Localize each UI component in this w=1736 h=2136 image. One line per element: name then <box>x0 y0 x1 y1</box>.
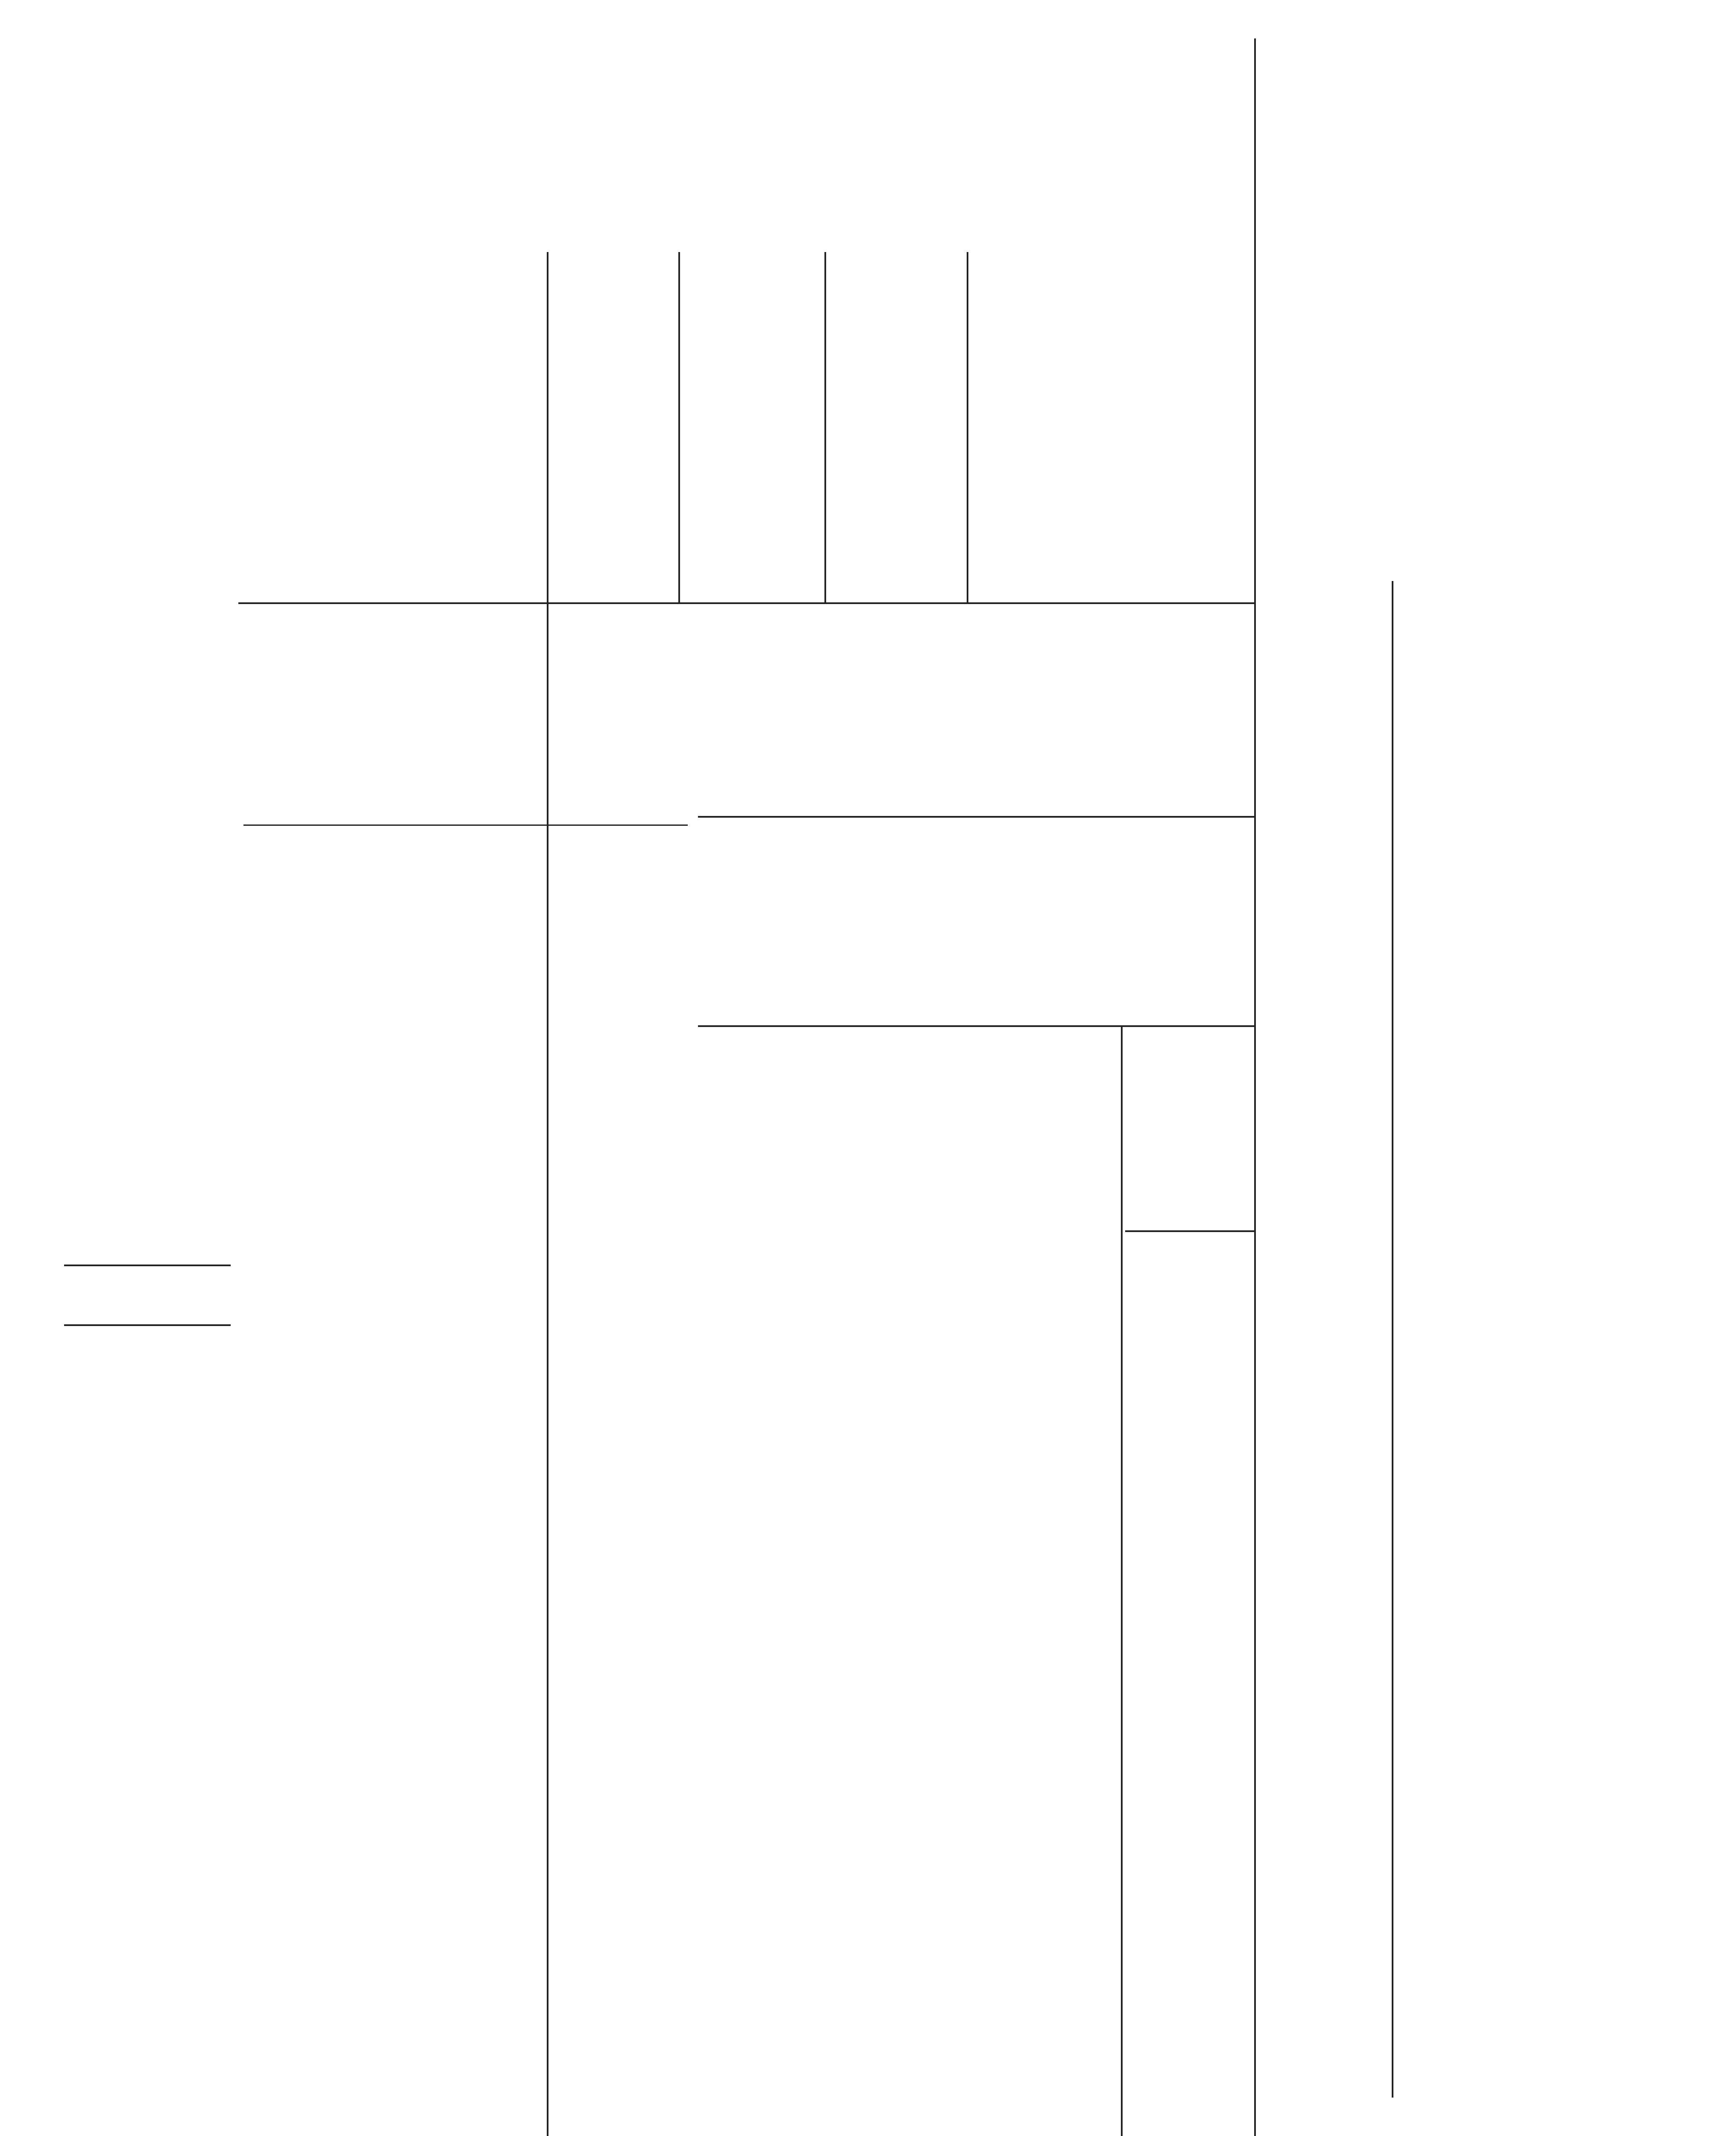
section-rule <box>1125 1230 1254 1232</box>
nota-body <box>64 1388 231 2136</box>
section-rule <box>698 816 1254 818</box>
masthead-dateline <box>701 995 1252 1021</box>
roubo-headline-1 <box>64 47 1252 111</box>
section-rule <box>698 1025 1254 1027</box>
column-rule <box>967 252 968 602</box>
roubo-body-col1 <box>64 252 231 1192</box>
nota-title <box>64 1329 235 1384</box>
roubo-subhead <box>64 188 1252 248</box>
nota-kicker <box>64 1273 235 1320</box>
section-rule <box>238 602 1254 604</box>
column-rule <box>1392 581 1393 2098</box>
benefits-total <box>243 824 688 826</box>
section-rule <box>64 1324 231 1326</box>
instituto-subhead <box>243 722 1252 807</box>
roubo-headline-2 <box>64 113 1252 177</box>
instituto-headline <box>243 611 1252 718</box>
biblioteca-headline <box>701 1034 1252 1081</box>
biblioteca-subhead <box>701 1085 1252 1162</box>
biblioteca-body <box>701 1166 1115 1670</box>
humberto-name <box>1125 1243 1253 1299</box>
assinante-notice <box>701 824 1252 893</box>
page-area <box>64 47 1628 2136</box>
section-rule <box>64 1265 231 1266</box>
column-rule <box>1254 38 1256 2136</box>
roubo-body-cols <box>243 252 965 602</box>
instituto-body <box>243 820 688 1487</box>
column-rule <box>1121 1025 1123 2136</box>
humberto-body <box>1125 1301 1253 1506</box>
masthead-title <box>701 901 1252 991</box>
